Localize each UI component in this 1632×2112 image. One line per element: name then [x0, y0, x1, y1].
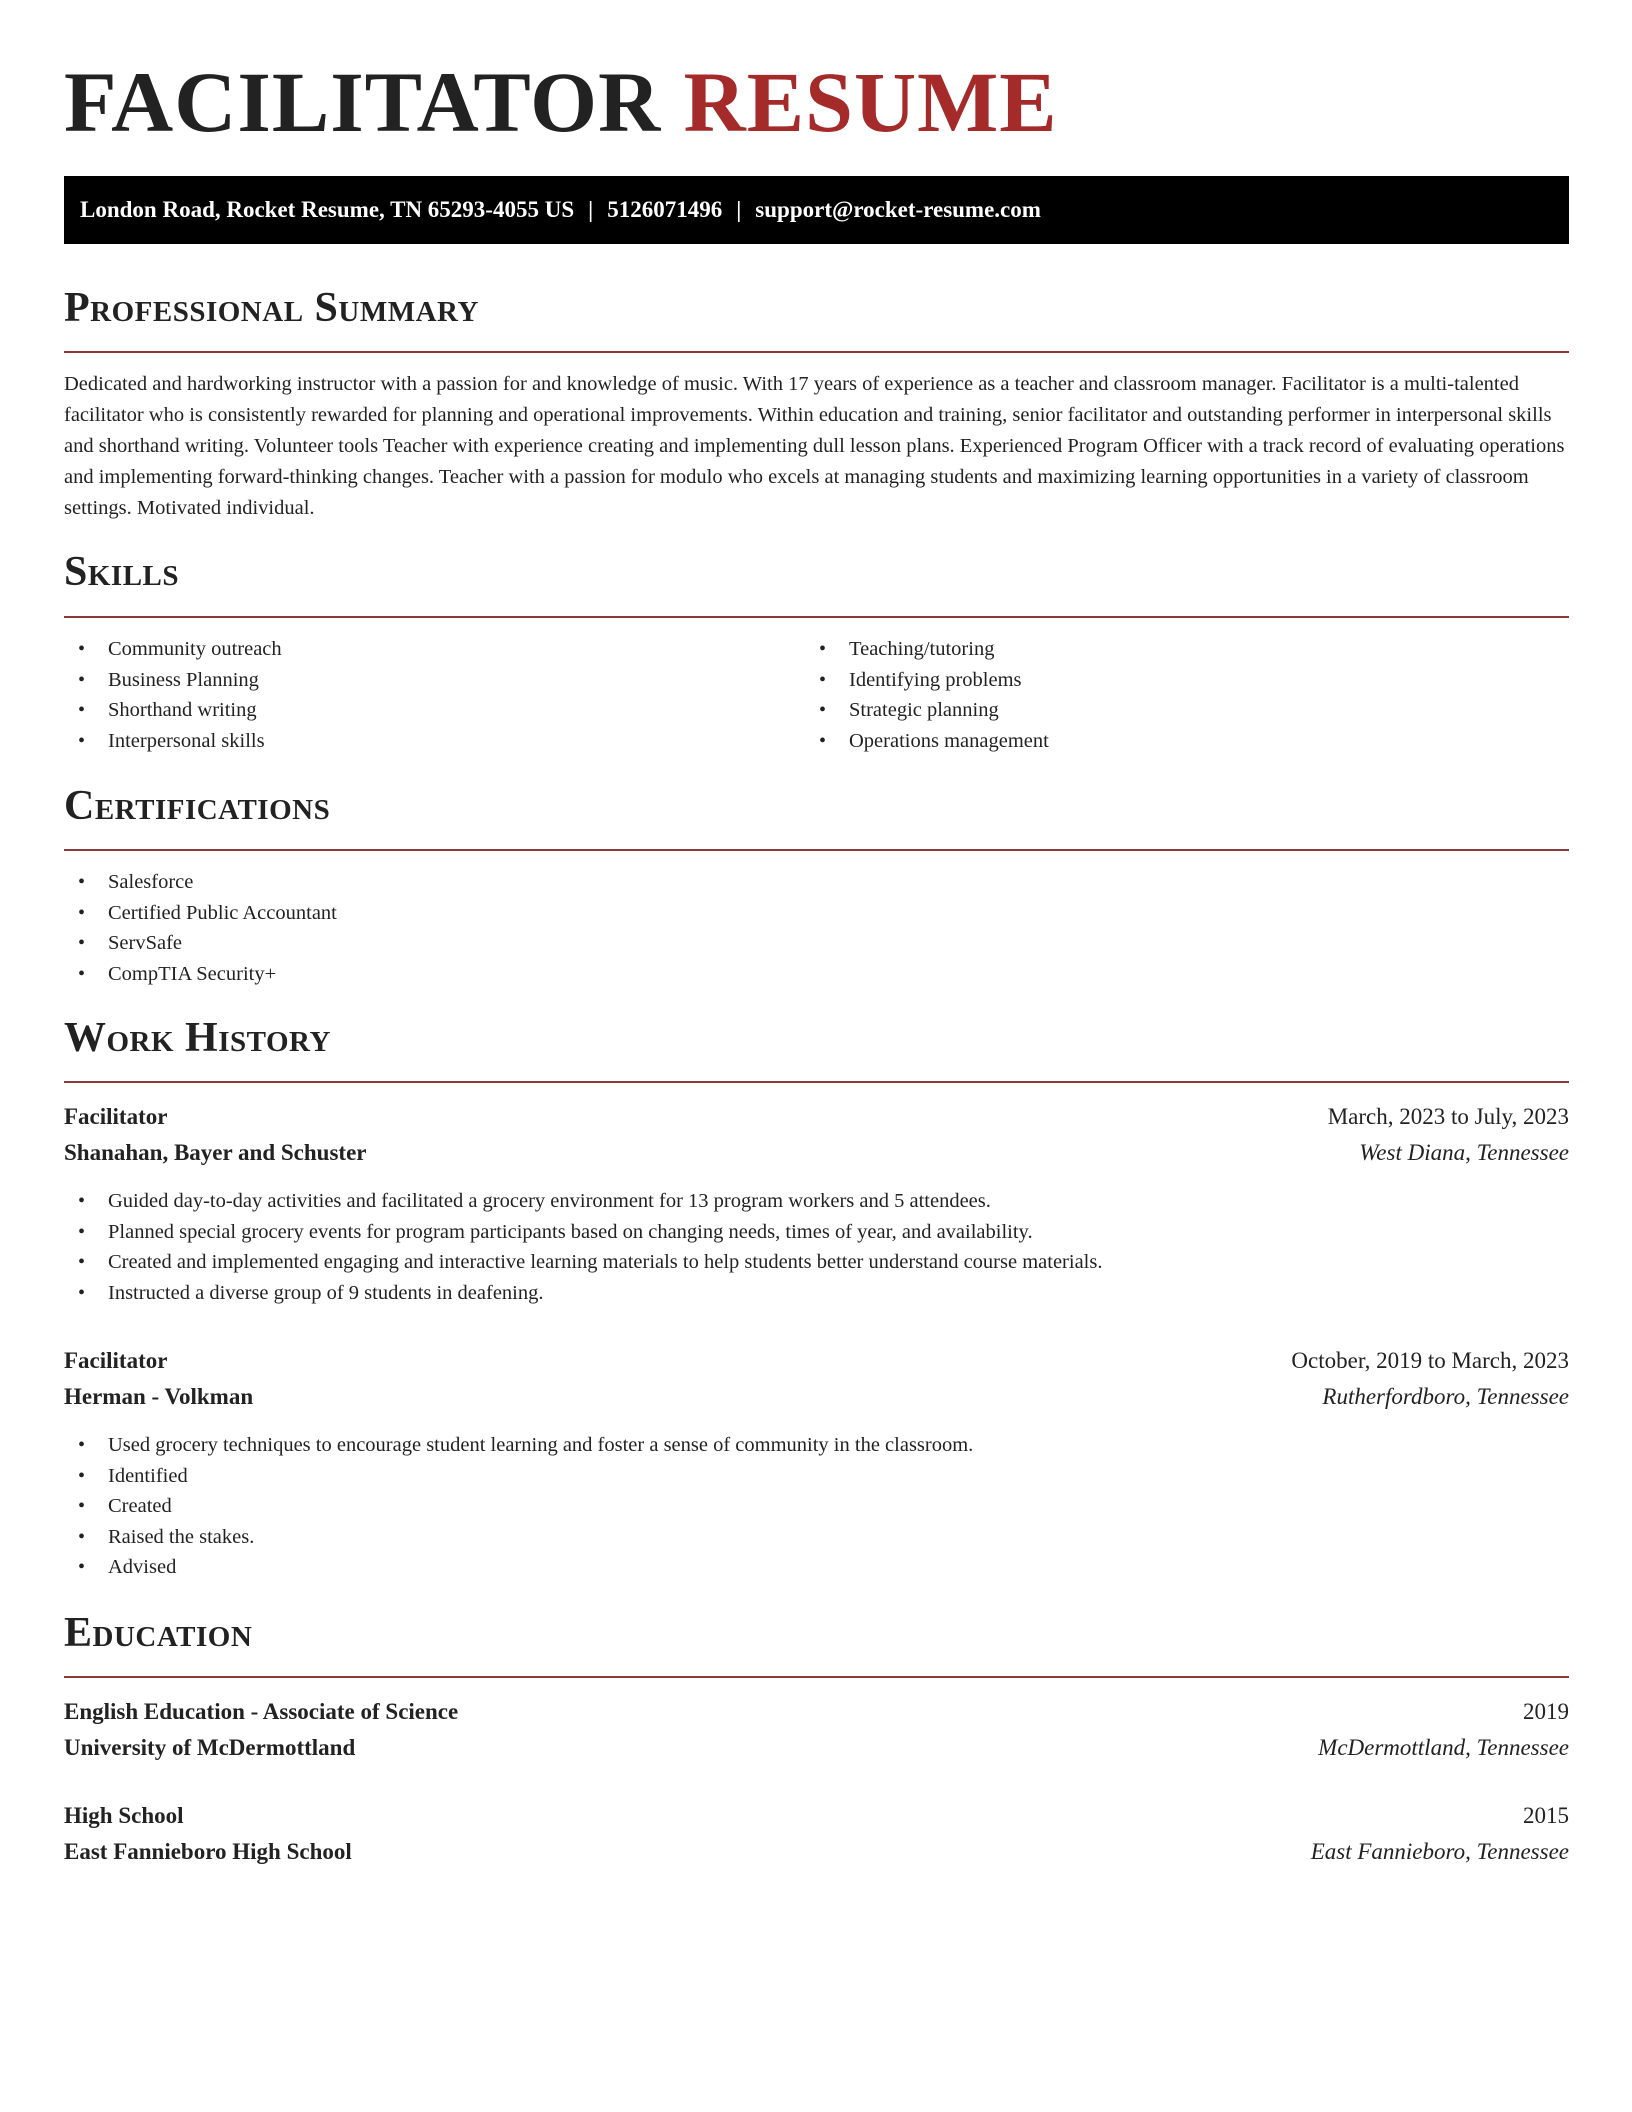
job-bullet: • Created [64, 1491, 1569, 1522]
job-title: Facilitator [64, 1104, 168, 1129]
contact-phone: 5126071496 [607, 197, 723, 222]
education-degree: High School [64, 1803, 184, 1828]
contact-separator: | [736, 197, 742, 222]
section-divider [64, 351, 1569, 353]
certification-item: • Certified Public Accountant [64, 898, 1064, 929]
resume-title [64, 52, 1058, 152]
education-school-row [64, 1730, 1569, 1766]
job-header-row [64, 1343, 1569, 1379]
summary-text: Dedicated and hardworking instructor with a passion for and knowledge of music. With 17 years of experience as a teacher and classroom manager. Facilitator is a multi-talented facilitator who is consistently rewarded for planning and operational improvements. Within education and training, senior facilitator and outstanding performer in interpersonal skills and shorthand writing. Volunteer tools Teacher with experience creating and implementing dull lesson plans. Experienced Program Officer with a track record of evaluating operations and implementing forward-thinking changes. Teacher with a passion for modulo who excels at managing students and maximizing learning opportunities in a variety of classroom settings. Motivated individual. [64, 373, 1565, 519]
certification-item: • CompTIA Security+ [64, 959, 1064, 990]
section-divider [64, 1676, 1569, 1678]
skill-item: • Operations management [805, 726, 1505, 757]
job-bullet: • Raised the stakes. [64, 1522, 1569, 1553]
section-divider [64, 1081, 1569, 1083]
job-bullet: • Created and implemented engaging and interactive learning materials to help students better understand course materials. [64, 1247, 1569, 1278]
skill-item: • Identifying problems [805, 665, 1505, 696]
job-location: West Diana, Tennessee [1359, 1140, 1569, 1165]
education-year: 2019 [1523, 1699, 1569, 1724]
job-bullets [64, 1430, 1569, 1583]
work-history-heading: Work History [64, 1015, 331, 1061]
job-company-row [64, 1135, 1569, 1171]
education-degree-row [64, 1798, 1569, 1834]
education-year: 2015 [1523, 1803, 1569, 1828]
skills-list-right [805, 634, 1505, 756]
section-divider [64, 849, 1569, 851]
skill-item: • Teaching/tutoring [805, 634, 1505, 665]
job-dates: October, 2019 to March, 2023 [1291, 1348, 1569, 1373]
skill-item: • Interpersonal skills [64, 726, 764, 757]
education-degree-row [64, 1694, 1569, 1730]
education-heading: Education [64, 1610, 253, 1656]
certifications-list [64, 867, 1064, 989]
contact-bar [64, 176, 1569, 244]
job-bullet: • Guided day-to-day activities and facilitated a grocery environment for 13 program workers and 5 attendees. [64, 1186, 1569, 1217]
education-degree: English Education - Associate of Science [64, 1699, 459, 1724]
certification-item: • ServSafe [64, 928, 1064, 959]
job-bullet: • Advised [64, 1552, 1569, 1583]
job-location: Rutherfordboro, Tennessee [1322, 1384, 1569, 1409]
skill-item: • Community outreach [64, 634, 764, 665]
job-bullet: • Used grocery techniques to encourage student learning and foster a sense of community in the classroom. [64, 1430, 1569, 1461]
skill-item: • Shorthand writing [64, 695, 764, 726]
skills-heading: Skills [64, 549, 180, 595]
summary-heading: Professional Summary [64, 285, 479, 331]
contact-separator: | [588, 197, 594, 222]
job-company: Herman - Volkman [64, 1384, 254, 1409]
skill-item: • Strategic planning [805, 695, 1505, 726]
skill-item: • Business Planning [64, 665, 764, 696]
education-school-row [64, 1834, 1569, 1870]
job-bullet: • Identified [64, 1461, 1569, 1492]
job-bullet: • Instructed a diverse group of 9 students in deafening. [64, 1278, 1569, 1309]
education-school: University of McDermottland [64, 1735, 356, 1760]
education-location: East Fannieboro, Tennessee [1310, 1839, 1569, 1864]
contact-address: London Road, Rocket Resume, TN 65293-4055 US [80, 197, 575, 222]
title-main: FACILITATOR [64, 54, 662, 150]
contact-email[interactable]: support@rocket-resume.com [755, 197, 1041, 222]
certification-item: • Salesforce [64, 867, 1064, 898]
certifications-heading: Certifications [64, 783, 331, 829]
job-dates: March, 2023 to July, 2023 [1327, 1104, 1569, 1129]
section-divider [64, 616, 1569, 618]
job-header-row [64, 1099, 1569, 1135]
job-bullets [64, 1186, 1569, 1308]
education-school: East Fannieboro High School [64, 1839, 352, 1864]
job-company: Shanahan, Bayer and Schuster [64, 1140, 367, 1165]
title-accent: RESUME [683, 54, 1058, 150]
education-location: McDermottland, Tennessee [1318, 1735, 1569, 1760]
job-bullet: • Planned special grocery events for program participants based on changing needs, times of year, and availability. [64, 1217, 1569, 1248]
job-company-row [64, 1379, 1569, 1415]
job-title: Facilitator [64, 1348, 168, 1373]
skills-list-left [64, 634, 764, 756]
